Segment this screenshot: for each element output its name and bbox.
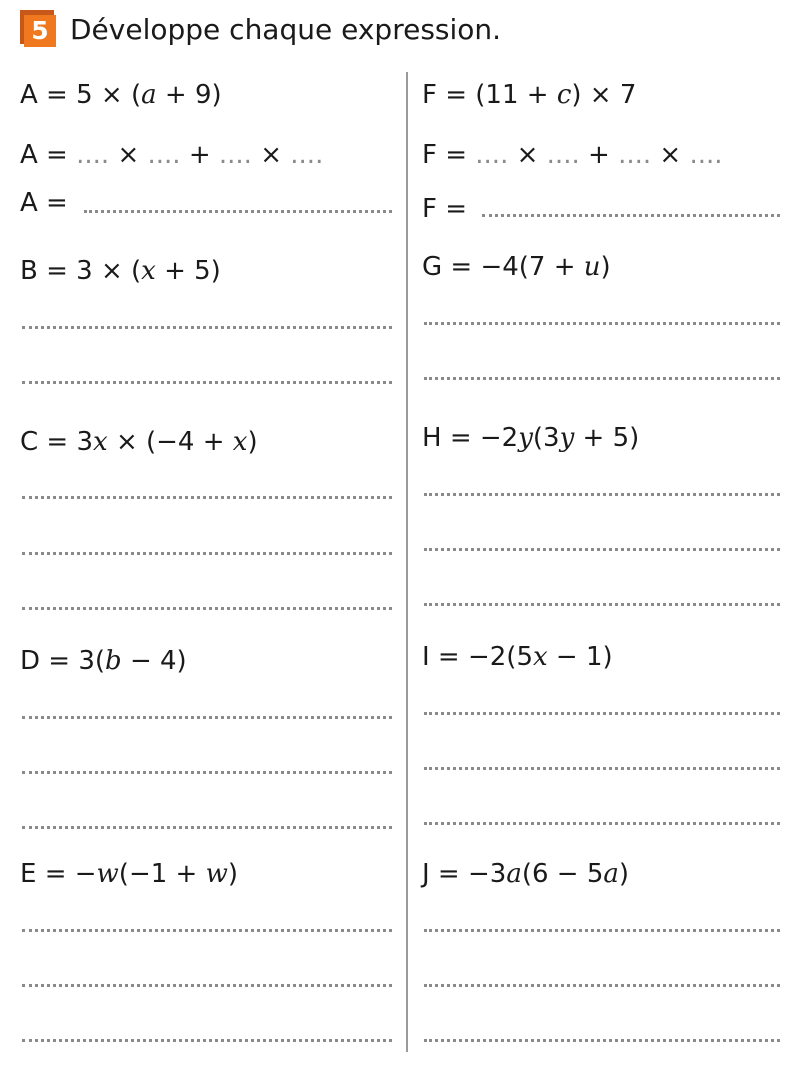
- answer-line[interactable]: [424, 1039, 780, 1042]
- blank[interactable]: ....: [76, 140, 110, 170]
- expression-a-result-label: A =: [20, 188, 68, 218]
- step-label: A =: [20, 140, 68, 170]
- expression-text: − 4): [121, 646, 187, 676]
- expression-text: B = 3 × (: [20, 256, 142, 286]
- expression-i: [422, 640, 613, 674]
- answer-line[interactable]: [22, 496, 392, 499]
- expression-text: D = 3(: [20, 646, 106, 676]
- exercise-number: 5: [24, 15, 56, 47]
- variable: u: [583, 252, 601, 282]
- answer-line[interactable]: [424, 377, 780, 380]
- blank[interactable]: ....: [475, 140, 509, 170]
- variable: y: [559, 423, 575, 453]
- answer-line[interactable]: [22, 1039, 392, 1042]
- expression-b: [20, 254, 221, 288]
- expression-text: × (−4 +: [107, 427, 233, 457]
- blank[interactable]: ....: [618, 140, 652, 170]
- variable: x: [93, 427, 108, 457]
- answer-line[interactable]: [22, 381, 392, 384]
- answer-line[interactable]: [22, 716, 392, 719]
- expression-g: [422, 250, 611, 284]
- answer-line[interactable]: [424, 712, 780, 715]
- times-sign: ×: [659, 140, 682, 170]
- blank[interactable]: ....: [689, 140, 723, 170]
- step-label: F =: [422, 140, 468, 170]
- blank[interactable]: ....: [147, 140, 181, 170]
- blank[interactable]: ....: [290, 140, 324, 170]
- expression-text: + 5): [574, 423, 640, 453]
- answer-line[interactable]: [482, 214, 780, 217]
- blank[interactable]: ....: [546, 140, 580, 170]
- exercise-instruction: Développe chaque expression.: [70, 13, 502, 46]
- times-sign: ×: [516, 140, 539, 170]
- answer-line[interactable]: [84, 210, 392, 213]
- expression-f-step-template: [422, 138, 723, 172]
- variable: a: [506, 859, 522, 889]
- variable: c: [556, 80, 572, 110]
- answer-line[interactable]: [424, 929, 780, 932]
- answer-line[interactable]: [22, 607, 392, 610]
- expression-text: F = (11 +: [422, 80, 557, 110]
- expression-text: ): [618, 859, 630, 889]
- expression-e: [20, 857, 238, 891]
- expression-text: − 1): [547, 642, 613, 672]
- variable: y: [518, 423, 533, 453]
- expression-h: [422, 421, 639, 455]
- answer-line[interactable]: [22, 326, 392, 329]
- answer-line[interactable]: [22, 552, 392, 555]
- variable: a: [603, 859, 619, 889]
- expression-a-step-template: [20, 138, 323, 172]
- variable: w: [96, 859, 119, 889]
- times-sign: ×: [260, 140, 283, 170]
- answer-line[interactable]: [424, 493, 780, 496]
- column-divider: [406, 72, 408, 1052]
- exercise-number-badge: [20, 10, 56, 46]
- expression-d: [20, 644, 187, 678]
- answer-line[interactable]: [424, 984, 780, 987]
- answer-line[interactable]: [22, 771, 392, 774]
- expression-text: E = −: [20, 859, 97, 889]
- answer-line[interactable]: [424, 603, 780, 606]
- expression-text: J = −3: [422, 859, 507, 889]
- times-sign: ×: [117, 140, 140, 170]
- expression-text: ): [227, 859, 239, 889]
- expression-text: I = −2(5: [422, 642, 533, 672]
- expression-text: C = 3: [20, 427, 94, 457]
- expression-a: [20, 78, 222, 112]
- expression-f-result-label: F =: [422, 194, 468, 224]
- answer-line[interactable]: [22, 984, 392, 987]
- variable: b: [105, 646, 122, 676]
- answer-line[interactable]: [424, 548, 780, 551]
- variable: x: [232, 427, 248, 457]
- expression-text: ): [600, 252, 611, 282]
- expression-text: A = 5 × (: [20, 80, 142, 110]
- variable: a: [141, 80, 157, 110]
- plus-sign: +: [188, 140, 211, 170]
- expression-j: [422, 857, 629, 891]
- expression-f: [422, 78, 636, 112]
- blank[interactable]: ....: [218, 140, 252, 170]
- expression-text: ) × 7: [571, 80, 637, 110]
- expression-text: G = −4(7 +: [422, 252, 584, 282]
- answer-line[interactable]: [424, 767, 780, 770]
- answer-line[interactable]: [22, 826, 392, 829]
- variable: x: [533, 642, 548, 672]
- expression-text: H = −2: [422, 423, 519, 453]
- expression-text: (3: [532, 423, 560, 453]
- expression-text: + 9): [156, 80, 222, 110]
- variable: x: [141, 256, 156, 286]
- plus-sign: +: [588, 140, 610, 170]
- expression-text: (−1 +: [118, 859, 206, 889]
- expression-text: ): [247, 427, 258, 457]
- answer-line[interactable]: [424, 822, 780, 825]
- expression-text: + 5): [155, 256, 221, 286]
- variable: w: [205, 859, 228, 889]
- expression-text: (6 − 5: [521, 859, 604, 889]
- answer-line[interactable]: [22, 929, 392, 932]
- expression-c: [20, 425, 258, 459]
- answer-line[interactable]: [424, 322, 780, 325]
